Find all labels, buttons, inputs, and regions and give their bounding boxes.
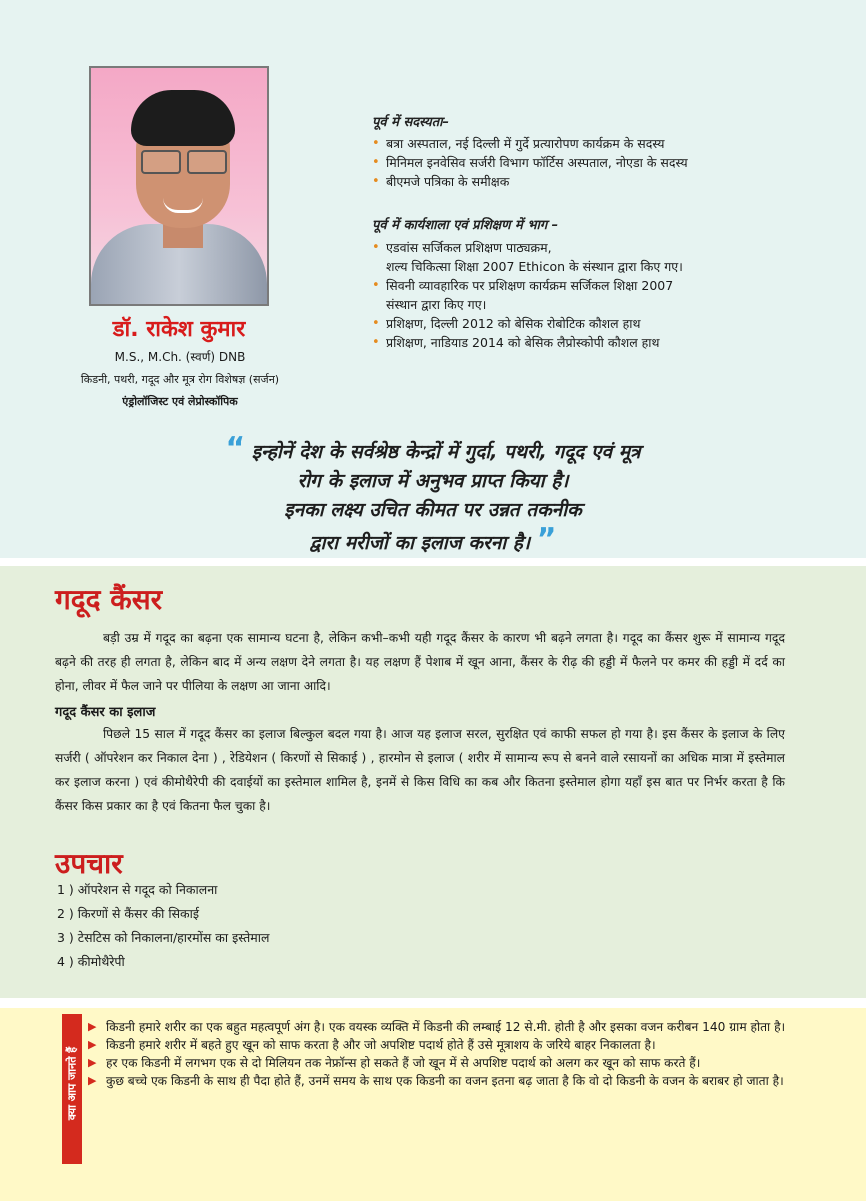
list-item: ▶ किडनी हमारे शरीर का एक बहुत महत्वपूर्ण अंग है। एक वयस्क व्यक्ति में किडनी की लम्बाई 12 से.मी. होती है और इसका वजन करीबन 140 ग्राम होता है। [88,1020,786,1034]
list-item: • प्रशिक्षण, दिल्ली 2012 को बेसिक रोबोटिक कौशल हाथ [372,316,641,331]
bullet-icon: • [372,155,380,170]
list-item: 2 ) किरणों से कैंसर की सिकाई [57,906,200,921]
cancer-title: गदूद कैंसर [55,583,163,616]
open-quote-icon: “ [225,431,246,466]
doctor-name: डॉ. राकेश कुमार [112,317,246,342]
bullet-icon: • [372,278,380,293]
membership-heading: पूर्व में सदस्यता– [372,115,450,130]
workshops-list [372,238,683,352]
doctor-photo [89,66,269,306]
list-item: • बीएमजे पत्रिका के समीक्षक [372,174,510,189]
cancer-paragraph: बड़ी उम्र में गदूद का बढ़ना एक सामान्य घटना है, लेकिन कभी–कभी यही गदूद कैंसर के कारण भी बढ़ने लगता है। गदूद का कैंसर शुरू में सामान्य गदूद बढ़ने की तरह ही लगता है, लेकिन बाद में अन्य लक्षण देने लगता है। यह लक्षण हैं पेशाब में खून आना, कैंसर के रीढ़ की हड्डी में फैलने पर कमर की हड्डी में दर्द का होना, लीवर में फैल जाने पर पीलिया के लक्षण आ जाना आदि। [55,631,785,693]
upchar-list [57,878,269,974]
triangle-bullet-icon: ▶ [88,1056,97,1069]
triangle-bullet-icon: ▶ [88,1020,97,1033]
list-item: ▶ किडनी हमारे शरीर में बहते हुए खून को साफ करता है और जो अपशिष्ट पदार्थ होते हैं उसे मूत्राशय के जरिये बाहर निकालता है। [88,1038,656,1052]
list-item: 3 ) टेसटिस को निकालना/हारमोंस का इस्तेमाल [57,930,270,945]
treatment-heading: गदूद कैंसर का इलाज [55,705,156,720]
quote-line: इनका लक्ष्य उचित कीमत पर उन्नत तकनीक [284,499,582,521]
doctor-specialty: किडनी, पथरी, गदूद और मूत्र रोग विशेषज्ञ (सर्जन) [80,373,280,386]
close-quote-icon: ” [536,522,557,557]
list-item: 4 ) कीमोथैरेपी [57,954,125,969]
workshops-heading: पूर्व में कार्यशाला एवं प्रशिक्षण में भाग – [372,218,559,233]
quote-line: इन्होनें देश के सर्वश्रेष्ठ केन्द्रों में गुर्दा, पथरी, गदूद एवं मूत्र [251,441,641,463]
membership-list [372,134,688,191]
bullet-icon: • [372,240,380,255]
list-item: 1 ) ऑपरेशन से गदूद को निकालना [57,882,218,897]
doctor-specialty-2: एंड्रोलॉजिस्ट एवं लेप्रोस्कॉपिक [122,395,238,408]
facts-list [88,1018,800,1090]
quote-line: रोग के इलाज में अनुभव प्राप्त किया है। [297,470,569,492]
triangle-bullet-icon: ▶ [88,1038,97,1051]
bullet-icon: • [372,335,380,350]
list-item: • प्रशिक्षण, नाडियाड 2014 को बेसिक लैप्रोस्कोपी कौशल हाथ [372,335,660,350]
quote-block [140,431,726,558]
bullet-icon: • [372,136,380,151]
list-item: • मिनिमल इनवेसिव सर्जरी विभाग फॉर्टिस अस्पताल, नोएडा के सदस्य [372,155,688,170]
treatment-paragraph: पिछले 15 साल में गदूद कैंसर का इलाज बिल्कुल बदल गया है। आज यह इलाज सरल, सुरक्षित एवं काफी सफल हो गया है। इस कैंसर के इलाज के लिए सर्जरी ( ऑपरेशन कर निकाल देना ) , रेडियेशन ( किरणों से सिकाई ) , हारमोन से इलाज ( शरीर में सामान्य रूप से बनने वाले रसायनों का अधिक मात्रा में इस्तेमाल कर इलाज करना ) एवं कीमोथैरेपी की दवाईयों का इस्तेमाल शामिल है, इनमें से किस विधि का कब और कितना इस्तेमाल होगा यहाँ इस बात पर निर्भर करता है कि कैंसर किस प्रकार का है एवं कितना फैल चुका है। [55,727,785,813]
quote-line: द्वारा मरीजों का इलाज करना है। [309,532,531,554]
list-item: • सिवनी व्यावहारिक पर प्रशिक्षण कार्यक्रम सर्जिकल शिक्षा 2007 [372,278,674,293]
list-item: • बत्रा अस्पताल, नई दिल्ली में गुर्दे प्रत्यारोपण कार्यक्रम के सदस्य [372,136,665,151]
list-item: शल्य चिकित्सा शिक्षा 2007 Ethicon के संस्थान द्वारा किए गए। [386,259,683,274]
list-item: संस्थान द्वारा किए गए। [386,297,487,312]
did-you-know-tab: क्या आप जानते हैं [62,1014,82,1164]
upchar-title: उपचार [55,847,123,880]
bullet-icon: • [372,316,380,331]
list-item: ▶ कुछ बच्चे एक किडनी के साथ ही पैदा होते हैं, उनमें समय के साथ एक किडनी का वजन इतना बढ़ जाता है कि वो दो किडनी के वजन के बराबर हो जाता है। [88,1074,784,1088]
triangle-bullet-icon: ▶ [88,1074,97,1087]
list-item: ▶ हर एक किडनी में लगभग एक से दो मिलियन तक नेफ्रॉन्स हो सकते हैं जो खून में से अपशिष्ट पदार्थ को अलग कर खून को साफ करते हैं। [88,1056,701,1070]
bullet-icon: • [372,174,380,189]
doctor-degrees: M.S., M.Ch. (स्वर्ण) DNB [114,350,246,364]
list-item: • एडवांस सर्जिकल प्रशिक्षण पाठ्यक्रम, [372,240,552,255]
